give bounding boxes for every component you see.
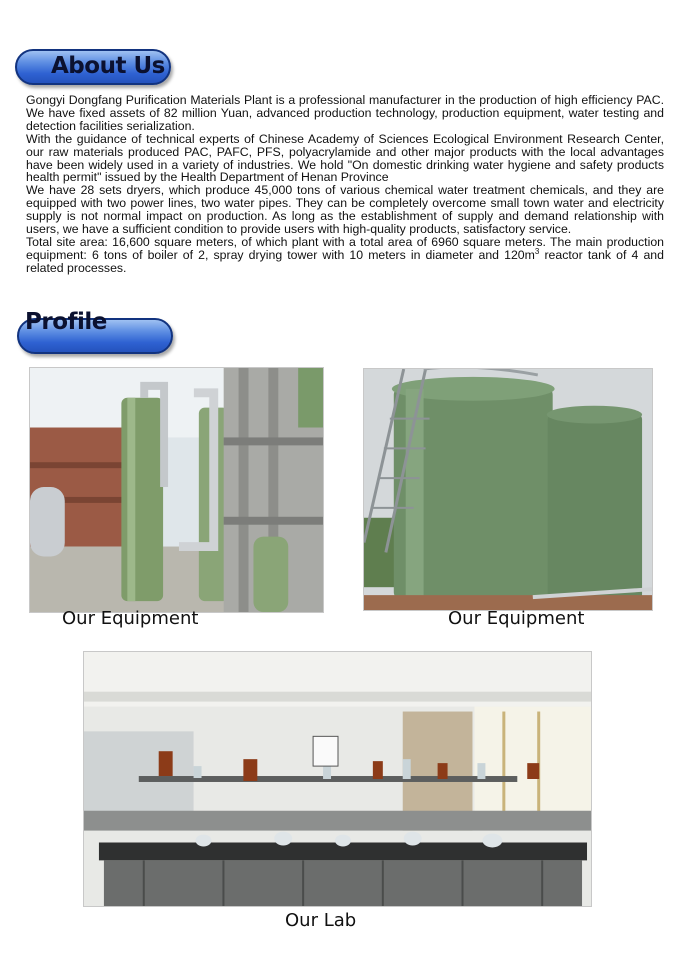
about-us-heading: About Us [51,53,165,79]
about-paragraph-3: We have 28 sets dryers, which produce 45,000 tons of various chemical water treatment chemicals, and they are equipped with two power lines, two water pipes. They can be completely overcome small town water and electricity supply is not normal impact on production. As long as the establishment of supply and demand relationship with users, we have a sufficient condition to provide users with high-quality products, satisfactory service. [26,183,664,237]
profile-heading: Profile [25,309,107,335]
caption-our-equipment-2: Our Equipment [448,608,585,629]
caption-our-lab: Our Lab [285,910,357,931]
scrubber-towers-photo [29,367,324,613]
caption-our-equipment-1: Our Equipment [62,608,199,629]
about-paragraph-2: With the guidance of technical experts of Chinese Academy of Sciences Ecological Environment Research Center, our raw materials produced PAC, PAFC, PFS, polyacrylamide and other major products with the local advantages have been widely used in a variety of industries. We hold "On domestic drinking water hygiene and safety products health permit" issued by the Health Department of Henan Province [26,131,664,185]
about-us-body [26,94,664,275]
about-paragraph-4-text: Total site area: 16,600 square meters, of which plant with a total area of 6960 square meters. The main production equipment: 6 tons of boiler of 2, spray drying tower with 10 meters in diameter and 120m [26,234,664,262]
superscript-three: 3 [534,246,540,256]
about-paragraph-4-tail: reactor tank of 4 and related processes. [26,247,664,275]
about-paragraph-1: Gongyi Dongfang Purification Materials Plant is a professional manufacturer in the production of high efficiency PAC. We have fixed assets of 82 million Yuan, advanced production technology, production equipment, water testing and detection facilities serialization. [26,93,664,133]
storage-tanks-photo [363,368,653,611]
laboratory-photo [83,651,592,907]
about-paragraph-4 [26,236,664,275]
